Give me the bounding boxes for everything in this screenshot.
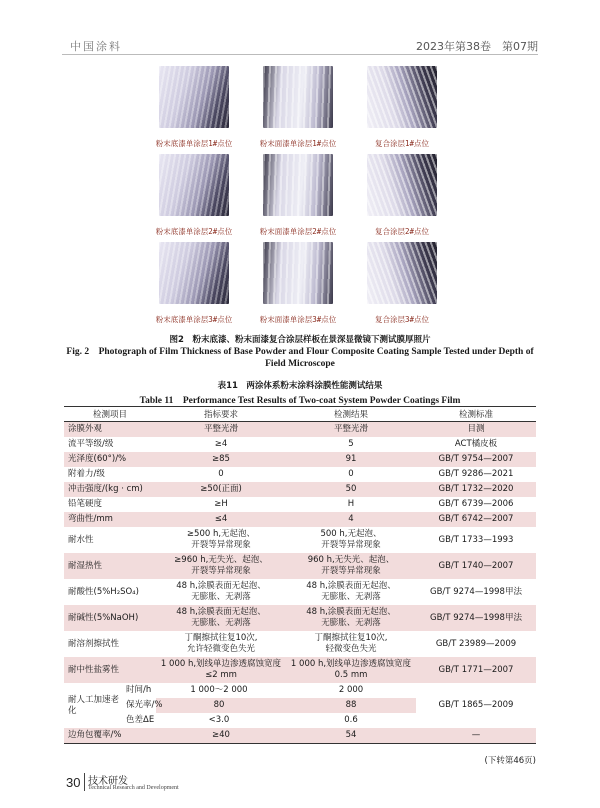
cell-item: 耐水性 [68,534,94,545]
cell-requirement: 0 [218,469,224,479]
cell-result [286,553,416,579]
table-row [64,728,536,744]
table-row [64,631,536,657]
continued-note: (下转第46页) [484,756,536,766]
cell-requirement: ≥50(正面) [156,482,286,497]
table-row [64,683,536,698]
cell-line: 48 h,涂膜表面无起泡、 [176,581,266,591]
cell-line: 48 h,涂膜表面无起泡、 [306,607,396,617]
cell-requirement: 1 000～2 000 [190,685,248,695]
cell-requirement: 80 [213,700,225,710]
cell-item: 涂膜外观 [64,422,156,438]
cell-result: 91 [286,452,416,467]
cell-requirement: <3.0 [208,715,230,725]
cell-standard: GB/T 6742—2007 [416,512,536,527]
photo-caption: 粉末面漆单涂层2#点位 [259,227,337,236]
issue-info: 2023年第38卷 第07期 [416,40,538,53]
table-row [64,452,536,467]
cell-line: 48 h,涂膜表面无起泡、 [306,581,396,591]
journal-name: 中国涂料 [70,40,122,53]
table-row [64,527,536,553]
cell-result: 5 [348,439,354,449]
cell-requirement [156,605,286,631]
footer-divider [84,773,85,791]
cell-item: 耐湿热性 [64,553,156,579]
micrograph-image [263,154,333,216]
cell-standard: GB/T 9754—2007 [416,452,536,467]
photo-caption: 粉末底漆单涂层2#点位 [155,227,233,236]
table-row [64,553,536,579]
cell-line: 0.5 mm [334,670,368,680]
cell-standard: GB/T 1732—2020 [416,482,536,497]
photo-caption: 复合涂层3#点位 [374,315,430,324]
cell-standard: GB/T 9286—2021 [438,469,514,479]
cell-requirement: ≥H [214,499,228,509]
table-row [64,497,536,512]
cell-subitem-label: 时间/h [126,685,152,695]
photo-cell [252,66,344,149]
table-row [64,512,536,527]
table-row [64,482,536,497]
cell-line: 开裂等异常现象 [321,540,381,550]
photo-caption: 复合涂层2#点位 [374,227,430,236]
cell-line: 48 h,涂膜表面无起泡、 [176,607,266,617]
cell-result: 54 [286,728,416,744]
cell-standard: GB/T 1865—2009 [438,700,514,710]
photo-cell [356,154,448,237]
cell-standard: GB/T 9274—1998甲法 [430,586,522,597]
cell-standard: GB/T 6739—2006 [438,499,514,509]
cell-line: 960 h,无失光、起泡、 [307,555,395,565]
cell-requirement: ≥85 [156,452,286,467]
cell-requirement: ≥40 [156,728,286,744]
header-item: 检测项目 [64,407,156,422]
header-standard: 检测标准 [416,407,536,422]
section-name-en: Technical Research and Development [88,785,179,791]
figure-title-cn: 图2 粉末底漆、粉末面漆复合涂层样板在景深显微镜下测试膜厚照片 [169,335,431,345]
cell-result [286,579,416,605]
cell-result: 0 [348,469,354,479]
cell-result [286,527,416,553]
cell-item: 铅笔硬度 [68,499,103,509]
cell-line: 500 h,无起泡、 [320,529,382,539]
micrograph-image [367,154,437,216]
cell-standard: 目测 [416,422,536,438]
cell-subitem [126,698,286,713]
cell-subitem-label: 色差ΔE [126,715,155,725]
cell-result [286,631,416,657]
photo-caption: 粉末底漆单涂层3#点位 [155,315,233,324]
cell-line: 开裂等异常现象 [191,540,251,550]
photo-caption: 粉末面漆单涂层1#点位 [259,139,337,148]
photo-cell [252,154,344,237]
cell-subitem [126,713,286,728]
page-number: 30 [66,775,81,790]
table-header-row [64,407,536,422]
cell-line: ≤2 mm [205,670,237,680]
cell-line: 开裂等异常现象 [191,566,251,576]
cell-result: 88 [286,698,416,713]
cell-item: 耐中性盐雾性 [64,657,156,683]
cell-standard: ACT橘皮板 [454,439,498,449]
cell-standard: GB/T 1733—1993 [438,534,514,545]
cell-line: 无膨胀、无剥落 [191,592,251,602]
cell-line: 无膨胀、无剥落 [321,592,381,602]
cell-requirement [156,579,286,605]
photo-cell [148,242,240,325]
cell-result [286,605,416,631]
cell-result: H [347,499,355,509]
micrograph-image [263,242,333,304]
cell-standard: — [416,728,536,744]
header-result: 检测结果 [286,407,416,422]
cell-requirement [156,657,286,683]
cell-standard: GB/T 1740—2007 [416,553,536,579]
cell-requirement [156,553,286,579]
results-table [64,406,536,744]
cell-item: 耐溶剂擦拭性 [68,638,120,649]
cell-line: ≥500 h,无起泡、 [186,529,256,539]
micrograph-image [367,66,437,128]
cell-item: 耐酸性(5%H₂SO₄) [68,586,139,597]
photo-caption: 复合涂层1#点位 [374,139,430,148]
header-requirement: 指标要求 [156,407,286,422]
table-title-cn: 表11 两涂体系粉末涂料涂膜性能测试结果 [217,381,383,391]
cell-result [286,657,416,683]
header-divider [62,54,538,55]
cell-requirement: 平整光滑 [156,422,286,438]
cell-line: 开裂等异常现象 [321,566,381,576]
photo-caption: 粉末面漆单涂层3#点位 [259,315,337,324]
photo-cell [148,66,240,149]
cell-result: 平整光滑 [286,422,416,438]
cell-item: 附着力/级 [68,469,105,479]
table-row [64,437,536,452]
cell-subitem-label: 保光率/% [126,700,163,710]
cell-subitem [126,683,286,698]
cell-standard: GB/T 9274—1998甲法 [416,605,536,631]
cell-result: 50 [286,482,416,497]
cell-requirement [156,631,286,657]
table-row [64,579,536,605]
cell-standard: GB/T 1771—2007 [416,657,536,683]
photo-caption: 粉末底漆单涂层1#点位 [155,139,233,148]
photo-cell [252,242,344,325]
cell-item: 边角包覆率/% [64,728,156,744]
cell-requirement: ≤4 [156,512,286,527]
cell-line: 轻微变色失光 [325,644,377,654]
cell-item: 耐碱性(5%NaOH) [64,605,156,631]
micrograph-image [367,242,437,304]
section-name-cn: 技术研发 [88,776,128,787]
cell-line: 允许轻微变色失光 [186,644,255,654]
cell-item: 光泽度(60°)/% [64,452,156,467]
cell-result: 0.6 [344,715,358,725]
micrograph-image [159,242,229,304]
table-row [64,657,536,683]
cell-requirement: ≥4 [214,439,228,449]
cell-requirement [156,527,286,553]
cell-item: 冲击强度/(kg · cm) [64,482,156,497]
cell-line: 丁酮擦拭往复10次, [314,633,388,643]
cell-item: 耐人工加速老化 [68,694,120,716]
figure-title-en: Fig. 2 Photograph of Film Thickness of Base Powder and Flour Composite Coating Sample Tested under Depth of Field Microscope [66,347,534,369]
table-title-en: Table 11 Performance Test Results of Two-coat System Powder Coatings Film [139,396,461,406]
table-row [64,422,536,438]
cell-line: 1 000 h,划线单边渗透腐蚀宽度 [160,659,282,669]
cell-item: 弯曲性/mm [64,512,156,527]
cell-line: ≥960 h,无失光、起泡、 [174,555,268,565]
table-row [64,467,536,482]
table-row [64,605,536,631]
micrograph-image [263,66,333,128]
cell-line: 1 000 h,划线单边渗透腐蚀宽度 [290,659,412,669]
cell-line: 丁酮擦拭往复10次, [184,633,258,643]
cell-line: 无膨胀、无剥落 [321,618,381,628]
photo-cell [356,242,448,325]
micrograph-image [159,66,229,128]
cell-line: 无膨胀、无剥落 [191,618,251,628]
photo-cell [356,66,448,149]
cell-result: 4 [286,512,416,527]
micrograph-image [159,154,229,216]
photo-cell [148,154,240,237]
cell-item: 流平等级/级 [68,439,114,449]
cell-result: 2 000 [338,685,364,695]
cell-standard: GB/T 23989—2009 [435,638,517,649]
